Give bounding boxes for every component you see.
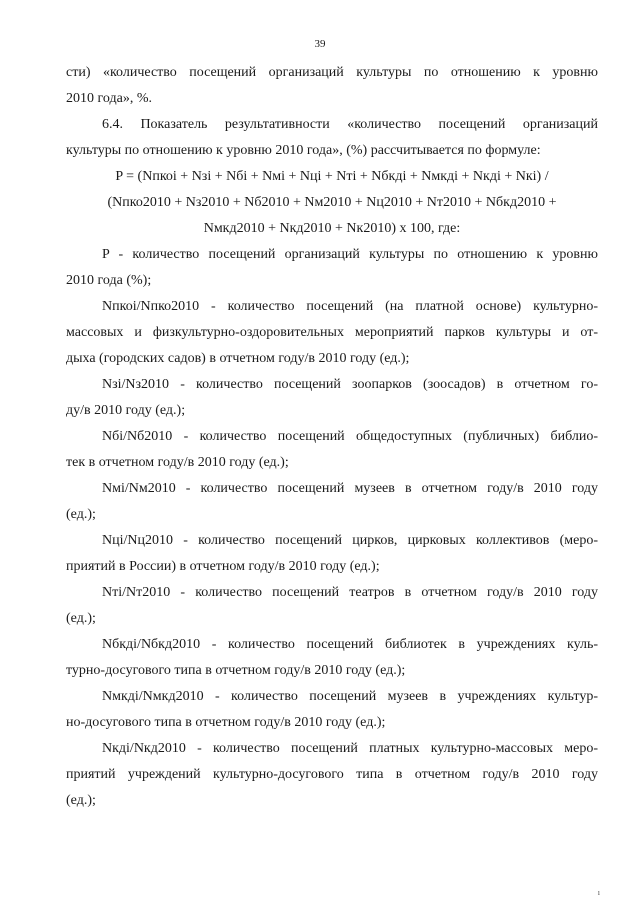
text-line: приятий в России) в отчетном году/в 2010 году (ед.); — [66, 559, 380, 574]
text-line: (ед.); — [66, 793, 96, 808]
text-line: Nмкдi/Nмкд2010 - количество посещений музеев в учреждениях культур- — [102, 689, 598, 704]
text-line: (ед.); — [66, 507, 96, 522]
text-line: 2010 года», %. — [66, 91, 152, 106]
text-line: культуры по отношению к уровню 2010 года», (%) рассчитывается по формуле: — [66, 143, 541, 158]
text-line: сти) «количество посещений организаций культуры по отношению к уровню — [66, 65, 598, 80]
formula-line: Nмкд2010 + Nкд2010 + Nк2010) х 100, где: — [203, 221, 461, 236]
text-line: дыха (городских садов) в отчетном году/в 2010 году (ед.); — [66, 351, 410, 366]
text-line: Nкдi/Nкд2010 - количество посещений платных культурно-массовых меро- — [102, 741, 598, 756]
text-line: 2010 года (%); — [66, 273, 152, 288]
document-body — [66, 60, 598, 814]
text-line: турно-досугового типа в отчетном году/в 2010 году (ед.); — [66, 663, 406, 678]
text-line: тек в отчетном году/в 2010 году (ед.); — [66, 455, 289, 470]
text-line: Nбi/Nб2010 - количество посещений общедоступных (публичных) библио- — [102, 429, 598, 444]
text-line: приятий учреждений культурно-досугового типа в отчетном году/в 2010 году — [66, 767, 598, 782]
text-line: Nтi/Nт2010 - количество посещений театров в отчетном году/в 2010 году — [102, 585, 598, 600]
text-line: ду/в 2010 году (ед.); — [66, 403, 186, 418]
text-line: Nзi/Nз2010 - количество посещений зоопарков (зоосадов) в отчетном го- — [102, 377, 598, 392]
text-line: Nмi/Nм2010 - количество посещений музеев в отчетном году/в 2010 году — [102, 481, 598, 496]
text-line: Nбкдi/Nбкд2010 - количество посещений библиотек в учреждениях куль- — [102, 637, 598, 652]
formula-line: (Nпко2010 + Nз2010 + Nб2010 + Nм2010 + Nц2010 + Nт2010 + Nбкд2010 + — [107, 195, 557, 210]
text-line: Nцi/Nц2010 - количество посещений цирков, цирковых коллективов (меро- — [102, 533, 598, 548]
text-line: P - количество посещений организаций культуры по отношению к уровню — [102, 247, 598, 262]
text-line: (ед.); — [66, 611, 96, 626]
text-line: Nпкоi/Nпко2010 - количество посещений (на платной основе) культурно- — [102, 299, 598, 314]
formula-line: P = (Nпкоi + Nзi + Nбi + Nмi + Nцi + Nтi + Nбкдi + Nмкдi + Nкдi + Nкi) / — [115, 169, 549, 184]
text-line: но-досугового типа в отчетном году/в 2010 году (ед.); — [66, 715, 386, 730]
page-number: 39 — [314, 38, 326, 50]
text-line: массовых и физкультурно-оздоровительных мероприятий парков культуры и от- — [66, 325, 598, 340]
text-line: 6.4. Показатель результативности «количество посещений организаций — [102, 117, 598, 132]
footer-mark: ı — [597, 888, 600, 897]
